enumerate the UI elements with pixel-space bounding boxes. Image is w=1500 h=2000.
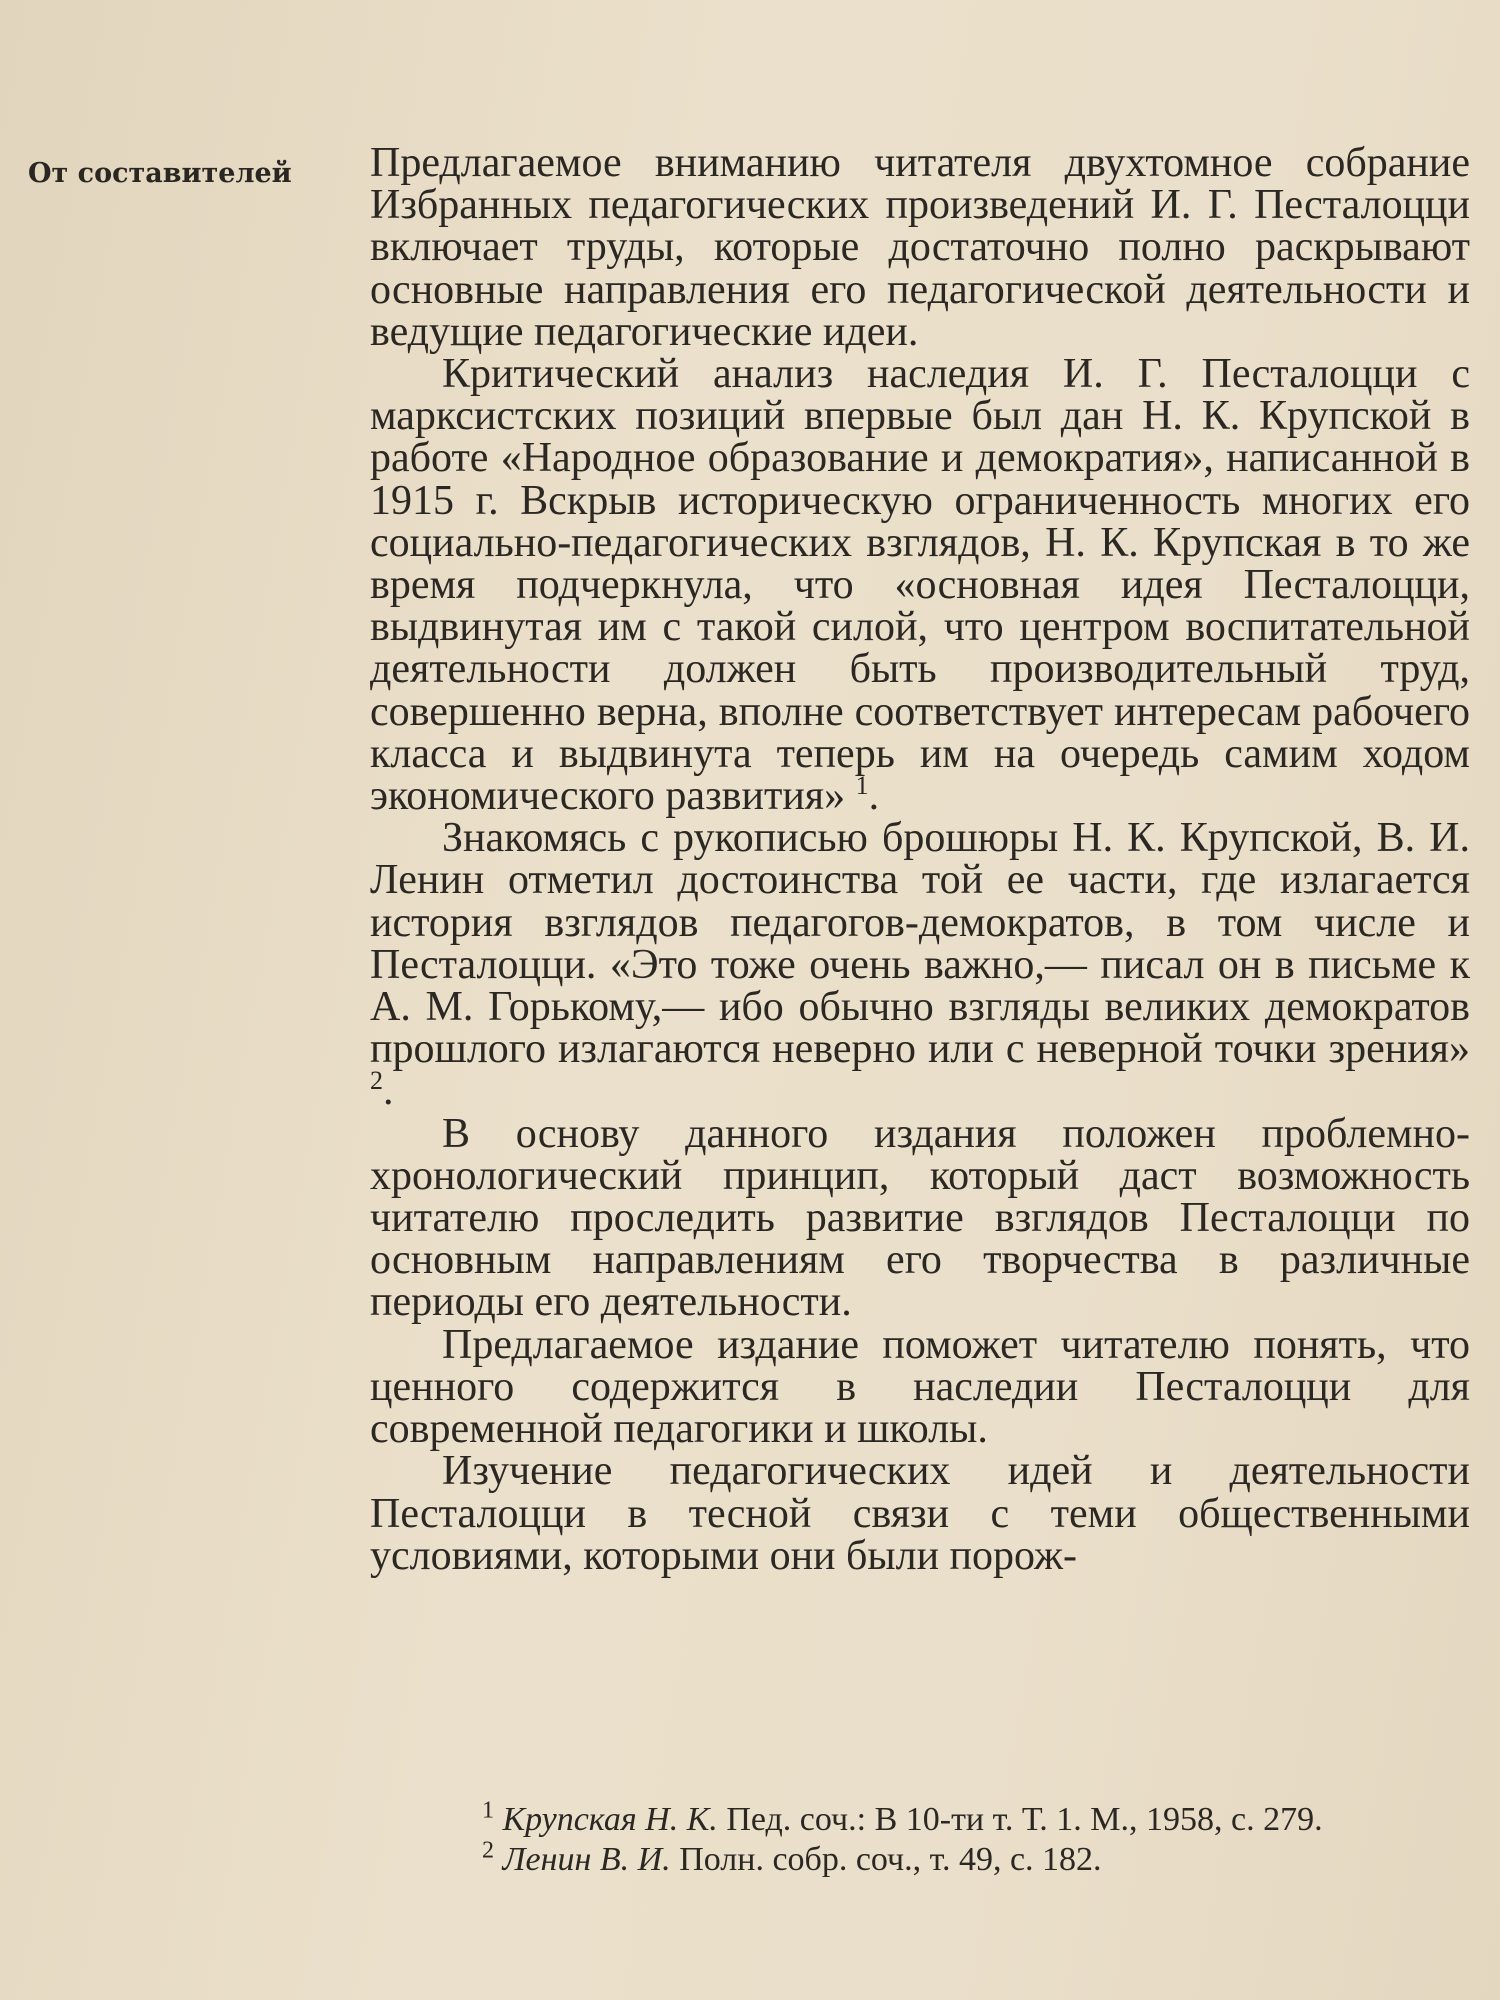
paragraph-6-text: Изучение педагогических идей и деятельности Песталоцци в тесной связи с теми общественными условиями, которыми они были порож- bbox=[370, 1448, 1470, 1579]
footnote-2-author: Ленин В. И. bbox=[502, 1841, 671, 1878]
footnote-1-author: Крупская Н. К. bbox=[502, 1801, 718, 1838]
footnote-1 bbox=[370, 1797, 1470, 1840]
paragraph-4 bbox=[370, 1110, 1470, 1326]
footnote-2-text: Полн. собр. соч., т. 49, с. 182. bbox=[679, 1841, 1102, 1878]
paragraph-4-text: В основу данного издания положен проблемно-хронологический принцип, который даст возможность читателю проследить развитие взглядов Песталоцци по основным направлениям его творчества в различные периоды его деятельности. bbox=[370, 1110, 1470, 1326]
paragraph-5-text: Предлагаемое издание поможет читателю понять, что ценного содержится в наследии Песталоцци для современной педагогики и школы. bbox=[370, 1321, 1470, 1453]
paragraph-3: Знакомясь с рукописью брошюры Н. К. Крупской, В. И. Ленин отметил достоинства той ее части, где излагается история взглядов педагогов-демократов, в том числе и Песталоцци. «Это тоже очень важно,— писал он в письме к А. М. Горькому,— ибо обычно взгляды великих демократов прошлого излагаются неверно или с неверной точки зрения» $^2$. bbox=[370, 815, 1470, 1115]
footnote-2 bbox=[370, 1837, 1470, 1880]
paragraph-6 bbox=[370, 1450, 1470, 1577]
footnotes bbox=[370, 1797, 1470, 1880]
footnote-1-number: 1 bbox=[482, 1797, 494, 1824]
paragraph-5 bbox=[370, 1321, 1470, 1453]
footnote-2-number: 2 bbox=[482, 1837, 494, 1864]
paragraph-2-text: Критический анализ наследия И. Г. Песталоцци с марксистских позиций впервые был дан Н. К. Крупской в работе «Народное образование и демократия», написанной в 1915 г. Вскрыв историческую ограниченность многих его социально-педагогических взглядов, Н. К. Крупская в то же время подчеркнула, что «основная идея Песталоцци, выдвинутая им с такой силой, что центром воспитательной деятельности должен быть производительный труд, совершенно верна, вполне соответствует интересам рабочего класса и выдвинута теперь им на очередь самим ходом экономического развития» bbox=[370, 351, 1470, 820]
body-text bbox=[370, 142, 1470, 1577]
footnote-ref-1: 1 bbox=[855, 771, 869, 801]
paragraph-1-text: Предлагаемое вниманию читателя двухтомное собрание Избранных педагогических произведений И. Г. Песталоцци включает труды, которые достаточно полно раскрывают основные направления его педагогической деятельности и ведущие педагогические идеи. bbox=[370, 140, 1470, 355]
paragraph-2: Критический анализ наследия И. Г. Песталоцци с марксистских позиций впервые был дан Н. К. Крупской в работе «Народное образование и демократия», написанной в 1915 г. Вскрыв историческую ограниченность многих его социально-педагогических взглядов, Н. К. Крупская в то же время подчеркнула, что «основная идея Песталоцци, выдвинутая им с такой силой, что центром воспитательной деятельности должен быть производительный труд, совершенно верна, вполне соответствует интересам рабочего класса и выдвинута теперь им на очередь самим ходом экономического развития» $^1$. bbox=[370, 351, 1470, 820]
footnote-1-text: Пед. соч.: В 10-ти т. Т. 1. М., 1958, с. 279. bbox=[726, 1801, 1323, 1838]
paragraph-1 bbox=[370, 142, 1470, 353]
footnote-ref-2: 2 bbox=[370, 1066, 383, 1096]
paragraph-3-text: Знакомясь с рукописью брошюры Н. К. Крупской, В. И. Ленин отметил достоинства той ее части, где излагается история взглядов педагогов-демократов, в том числе и Песталоцци. «Это тоже очень важно,— писал он в письме к А. М. Горькому,— ибо обычно взгляды великих демократов прошлого излагаются неверно или с неверной точки зрения» bbox=[370, 815, 1470, 1073]
section-heading: От составителей bbox=[28, 158, 292, 189]
